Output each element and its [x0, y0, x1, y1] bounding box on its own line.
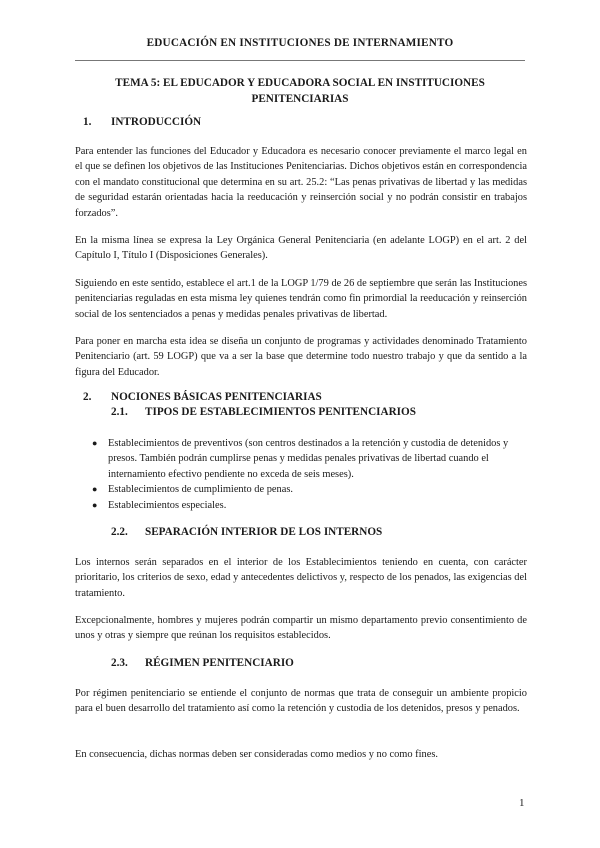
subsection-2-3-title: RÉGIMEN PENITENCIARIO: [145, 657, 294, 669]
document-title-line-2: PENITENCIARIAS: [251, 93, 349, 105]
separation-paragraph-1: Los internos serán separados en el interior de los Establecimientos teniendo en cuenta, con carácter prioritario, los criterios de sexo, edad y antecedentes delictivos y, respecto de los penados, las exigencias del tratamiento.: [75, 557, 527, 599]
subsection-2-3-heading: [111, 657, 294, 669]
intro-paragraph-3: Siguiendo en este sentido, establece el art.1 de la LOGP 1/79 de 26 de septiembre que serán las Instituciones penitenciarias reguladas en esta misma ley quienes tendrán como fin primordial la reeducación y reinserción social de los sentenciados a penas y medidas penales privativas de libertad.: [75, 278, 527, 320]
list-item: [92, 498, 528, 513]
list-item: [92, 436, 528, 482]
list-item-text: Establecimientos de cumplimiento de penas.: [108, 484, 293, 496]
section-2-heading: [83, 391, 322, 403]
establishment-types-list: [92, 436, 528, 513]
subsection-2-1-heading: [111, 406, 416, 418]
intro-paragraph-2: En la misma línea se expresa la Ley Orgánica General Penitenciaria (en adelante LOGP) en el art. 2 del Capítulo I, Título I (Disposiciones Generales).: [75, 235, 527, 262]
regime-paragraph-2: En consecuencia, dichas normas deben ser consideradas como medios y no como fines.: [75, 749, 438, 760]
bullet-icon: ●: [92, 438, 98, 448]
section-1-number: 1.: [83, 116, 92, 128]
running-header: EDUCACIÓN EN INSTITUCIONES DE INTERNAMIENTO: [146, 37, 454, 49]
header-divider: [75, 60, 525, 61]
intro-paragraph-1: Para entender las funciones del Educador y Educadora es necesario conocer previamente el marco legal en el que se definen los objetivos de las Instituciones Penitenciarias. Dichos objetivos están en correspondencia con el mandato constitucional que determina en su art. 25.2: “Las penas privativas de libertad y las medidas de seguridad estarán orientadas hacia la reeducación y reinserción social y no podrán consistir en trabajos forzados”.: [75, 146, 527, 219]
bullet-icon: ●: [92, 499, 98, 510]
document-title: [95, 75, 505, 107]
separation-paragraph-2: Excepcionalmente, hombres y mujeres podrán compartir un mismo departamento previo consentimiento de unos y otras y siempre que reúnan los requisitos establecidos.: [75, 615, 527, 642]
document-title-line-1: TEMA 5: EL EDUCADOR Y EDUCADORA SOCIAL EN INSTITUCIONES: [115, 77, 485, 89]
regime-paragraph-1: Por régimen penitenciario se entiende el conjunto de normas que trata de conseguir un ambiente propicio para el buen desarrollo del tratamiento así como la retención y custodia de los detenidos, presos y penados.: [75, 688, 527, 715]
subsection-2-1-number: 2.1.: [111, 406, 128, 418]
section-1-heading: [83, 116, 201, 128]
subsection-2-3-number: 2.3.: [111, 657, 128, 669]
subsection-2-2-heading: [111, 526, 382, 538]
section-2-number: 2.: [83, 391, 92, 403]
subsection-2-2-title: SEPARACIÓN INTERIOR DE LOS INTERNOS: [145, 526, 383, 538]
bullet-icon: ●: [92, 484, 98, 495]
intro-paragraph-4: Para poner en marcha esta idea se diseña un conjunto de programas y actividades denominado Tratamiento Penitenciario (art. 59 LOGP) que va a ser la base que determine todo nuestro trabajo y que da sentido a la figura del Educador.: [75, 336, 527, 378]
list-item: [92, 482, 528, 497]
list-item-text: Establecimientos de preventivos (son centros destinados a la retención y custodia de detenidos y presos. También podrán cumplirse penas y medidas penales privativas de libertad cuando el internamiento efectivo pendiente no exceda de seis meses).: [108, 438, 509, 480]
list-item-text: Establecimientos especiales.: [108, 499, 227, 511]
section-1-title: INTRODUCCIÓN: [111, 116, 202, 128]
subsection-2-1-title: TIPOS DE ESTABLECIMIENTOS PENITENCIARIOS: [145, 406, 416, 418]
page-number: 1: [519, 797, 525, 809]
subsection-2-2-number: 2.2.: [111, 526, 128, 538]
section-2-title: NOCIONES BÁSICAS PENITENCIARIAS: [111, 391, 322, 403]
